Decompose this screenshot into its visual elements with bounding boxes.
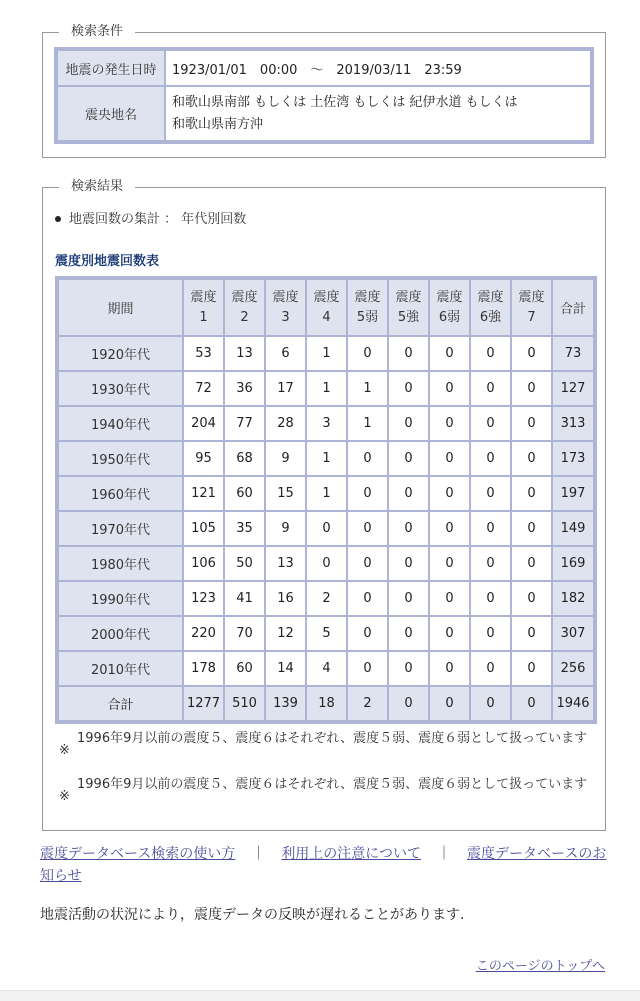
cell-intensity-2: 68: [224, 441, 265, 476]
reference-mark-icon: ※: [59, 743, 70, 758]
cell-intensity-2: 50: [224, 546, 265, 581]
cell-intensity-7: 0: [511, 581, 552, 616]
cell-intensity-3: 12: [265, 616, 306, 651]
cell-intensity-3: 9: [265, 441, 306, 476]
cell-intensity-3: 17: [265, 371, 306, 406]
cell-intensity-7: 0: [511, 651, 552, 686]
datetime-value: 1923/01/01 00:00 ～ 2019/03/11 23:59: [165, 50, 591, 86]
header-period: 期間: [58, 279, 183, 336]
header-intensity-6-strong: 震度 6強: [470, 279, 511, 336]
cell-intensity-5-weak: 0: [347, 511, 388, 546]
cell-intensity-6-weak: 0: [429, 371, 470, 406]
cell-intensity-6-strong: 0: [470, 581, 511, 616]
cell-intensity-5-weak: 0: [347, 476, 388, 511]
sum-intensity-2: 510: [224, 686, 265, 721]
back-to-top-link[interactable]: このページのトップへ: [475, 959, 605, 974]
epicenter-line-1: 和歌山県南部 もしくは 土佐湾 もしくは 紀伊水道 もしくは: [172, 94, 518, 110]
row-period: 1960年代: [58, 476, 183, 511]
search-conditions-panel: [42, 24, 606, 158]
row-period: 1920年代: [58, 336, 183, 371]
cell-total: 307: [552, 616, 594, 651]
cell-intensity-1: 95: [183, 441, 224, 476]
cell-intensity-3: 15: [265, 476, 306, 511]
cell-intensity-7: 0: [511, 371, 552, 406]
header-intensity-5-strong: 震度 5強: [388, 279, 429, 336]
cell-intensity-3: 13: [265, 546, 306, 581]
sum-label: 合計: [58, 686, 183, 721]
data-delay-notice: 地震活動の状況により，震度データの反映が遅れることがあります.: [40, 907, 465, 923]
search-results-legend: 検索結果: [59, 179, 135, 195]
header-intensity-7: 震度 7: [511, 279, 552, 336]
row-period: 1940年代: [58, 406, 183, 441]
footnote: [59, 728, 589, 758]
footnote-text: 1996年9月以前の震度５、震度６はそれぞれ、震度５弱、震度６弱として扱っています: [77, 731, 588, 746]
cell-intensity-2: 41: [224, 581, 265, 616]
cell-intensity-5-strong: 0: [388, 651, 429, 686]
cell-intensity-3: 6: [265, 336, 306, 371]
sum-intensity-3: 139: [265, 686, 306, 721]
usage-guide-link[interactable]: 震度データベース検索の使い方: [40, 846, 236, 862]
cell-intensity-5-weak: 0: [347, 581, 388, 616]
cell-intensity-3: 9: [265, 511, 306, 546]
bullet-icon: [55, 216, 61, 222]
cell-intensity-5-strong: 0: [388, 336, 429, 371]
usage-notes-link[interactable]: 利用上の注意について: [281, 846, 422, 862]
cell-intensity-5-strong: 0: [388, 581, 429, 616]
cell-intensity-4: 5: [306, 616, 347, 651]
header-intensity-2: 震度 2: [224, 279, 265, 336]
cell-intensity-1: 53: [183, 336, 224, 371]
reference-mark-icon: ※: [59, 789, 70, 804]
cell-intensity-1: 106: [183, 546, 224, 581]
cell-intensity-3: 28: [265, 406, 306, 441]
cell-intensity-5-weak: 0: [347, 441, 388, 476]
cell-intensity-6-strong: 0: [470, 371, 511, 406]
cell-intensity-2: 70: [224, 616, 265, 651]
cell-intensity-2: 35: [224, 511, 265, 546]
epicenter-value: [165, 86, 591, 141]
cell-intensity-6-weak: 0: [429, 651, 470, 686]
cell-intensity-5-strong: 0: [388, 441, 429, 476]
sum-intensity-6-weak: 0: [429, 686, 470, 721]
cell-intensity-3: 14: [265, 651, 306, 686]
cell-intensity-4: 1: [306, 441, 347, 476]
sum-intensity-6-strong: 0: [470, 686, 511, 721]
intensity-count-table: [55, 276, 597, 724]
cell-intensity-6-strong: 0: [470, 476, 511, 511]
cell-total: 149: [552, 511, 594, 546]
footnote: [59, 774, 589, 804]
cell-intensity-6-weak: 0: [429, 441, 470, 476]
cell-intensity-1: 178: [183, 651, 224, 686]
cell-intensity-6-strong: 0: [470, 441, 511, 476]
row-period: 1970年代: [58, 511, 183, 546]
sum-row: [58, 686, 594, 721]
cell-intensity-5-weak: 1: [347, 371, 388, 406]
cell-intensity-6-weak: 0: [429, 511, 470, 546]
cell-intensity-5-strong: 0: [388, 616, 429, 651]
table-row: [58, 511, 594, 546]
sum-total: 1946: [552, 686, 594, 721]
cell-intensity-2: 36: [224, 371, 265, 406]
table-row: [58, 581, 594, 616]
table-row: [58, 651, 594, 686]
cell-intensity-6-weak: 0: [429, 581, 470, 616]
cell-intensity-7: 0: [511, 406, 552, 441]
cell-intensity-3: 16: [265, 581, 306, 616]
table-row: [58, 616, 594, 651]
cell-intensity-6-strong: 0: [470, 546, 511, 581]
cell-intensity-1: 105: [183, 511, 224, 546]
cell-intensity-2: 60: [224, 476, 265, 511]
header-intensity-6-weak: 震度 6弱: [429, 279, 470, 336]
cell-intensity-2: 60: [224, 651, 265, 686]
aggregation-text: 地震回数の集計 ： 年代別回数: [69, 212, 247, 227]
table-row: [58, 546, 594, 581]
cell-intensity-6-weak: 0: [429, 476, 470, 511]
cell-intensity-5-strong: 0: [388, 511, 429, 546]
datetime-label: 地震の発生日時: [57, 50, 165, 86]
sum-intensity-1: 1277: [183, 686, 224, 721]
cell-intensity-1: 72: [183, 371, 224, 406]
cell-total: 173: [552, 441, 594, 476]
row-period: 2000年代: [58, 616, 183, 651]
epicenter-line-2: 和歌山県南方沖: [172, 116, 264, 132]
database-news-link[interactable]: 震度データベースのお知らせ: [40, 846, 607, 884]
header-intensity-3: 震度 3: [265, 279, 306, 336]
cell-intensity-5-weak: 0: [347, 336, 388, 371]
sum-intensity-5-strong: 0: [388, 686, 429, 721]
conditions-table: [54, 47, 594, 144]
cell-intensity-4: 4: [306, 651, 347, 686]
cell-intensity-1: 220: [183, 616, 224, 651]
cell-intensity-7: 0: [511, 546, 552, 581]
cell-intensity-6-weak: 0: [429, 546, 470, 581]
footer-links: [40, 843, 610, 887]
header-intensity-5-weak: 震度 5弱: [347, 279, 388, 336]
cell-intensity-1: 204: [183, 406, 224, 441]
cell-intensity-4: 3: [306, 406, 347, 441]
cell-intensity-6-weak: 0: [429, 406, 470, 441]
table-row: [58, 336, 594, 371]
cell-intensity-5-strong: 0: [388, 546, 429, 581]
row-period: 2010年代: [58, 651, 183, 686]
cell-intensity-5-weak: 0: [347, 616, 388, 651]
table-row: [58, 371, 594, 406]
cell-intensity-7: 0: [511, 336, 552, 371]
cell-intensity-7: 0: [511, 441, 552, 476]
search-conditions-legend: 検索条件: [59, 24, 135, 40]
cell-total: 73: [552, 336, 594, 371]
link-separator: ｜: [251, 846, 266, 862]
table-row: [58, 476, 594, 511]
row-period: 1990年代: [58, 581, 183, 616]
cell-intensity-7: 0: [511, 511, 552, 546]
table-row: [58, 406, 594, 441]
header-intensity-1: 震度 1: [183, 279, 224, 336]
cell-intensity-7: 0: [511, 476, 552, 511]
sum-intensity-4: 18: [306, 686, 347, 721]
cell-intensity-7: 0: [511, 616, 552, 651]
epicenter-label: 震央地名: [57, 86, 165, 141]
row-period: 1980年代: [58, 546, 183, 581]
table-title: 震度別地震回数表: [55, 254, 160, 269]
cell-intensity-6-strong: 0: [470, 511, 511, 546]
aggregation-item: [55, 208, 246, 227]
cell-intensity-4: 1: [306, 476, 347, 511]
cell-intensity-5-strong: 0: [388, 476, 429, 511]
cell-intensity-4: 1: [306, 336, 347, 371]
cell-intensity-5-strong: 0: [388, 406, 429, 441]
cell-total: 313: [552, 406, 594, 441]
footnote-text: 1996年9月以前の震度５、震度６はそれぞれ、震度５弱、震度６弱として扱っています: [77, 777, 588, 792]
cell-total: 127: [552, 371, 594, 406]
header-total: 合計: [552, 279, 594, 336]
cell-intensity-2: 13: [224, 336, 265, 371]
cell-intensity-1: 123: [183, 581, 224, 616]
cell-total: 197: [552, 476, 594, 511]
cell-intensity-4: 1: [306, 371, 347, 406]
cell-intensity-1: 121: [183, 476, 224, 511]
cell-intensity-6-weak: 0: [429, 336, 470, 371]
cell-intensity-6-strong: 0: [470, 651, 511, 686]
cell-intensity-6-weak: 0: [429, 616, 470, 651]
cell-intensity-6-strong: 0: [470, 616, 511, 651]
cell-total: 169: [552, 546, 594, 581]
cell-intensity-2: 77: [224, 406, 265, 441]
cell-intensity-5-weak: 1: [347, 406, 388, 441]
cell-intensity-4: 2: [306, 581, 347, 616]
cell-intensity-5-weak: 0: [347, 546, 388, 581]
row-period: 1950年代: [58, 441, 183, 476]
bottom-bar: [0, 990, 640, 1001]
cell-intensity-5-strong: 0: [388, 371, 429, 406]
cell-intensity-6-strong: 0: [470, 336, 511, 371]
row-period: 1930年代: [58, 371, 183, 406]
cell-intensity-6-strong: 0: [470, 406, 511, 441]
cell-total: 256: [552, 651, 594, 686]
sum-intensity-7: 0: [511, 686, 552, 721]
cell-intensity-5-weak: 0: [347, 651, 388, 686]
link-separator: ｜: [437, 846, 452, 862]
cell-intensity-4: 0: [306, 546, 347, 581]
header-intensity-4: 震度 4: [306, 279, 347, 336]
cell-total: 182: [552, 581, 594, 616]
table-row: [58, 441, 594, 476]
cell-intensity-4: 0: [306, 511, 347, 546]
search-results-panel: [42, 179, 606, 831]
sum-intensity-5-weak: 2: [347, 686, 388, 721]
